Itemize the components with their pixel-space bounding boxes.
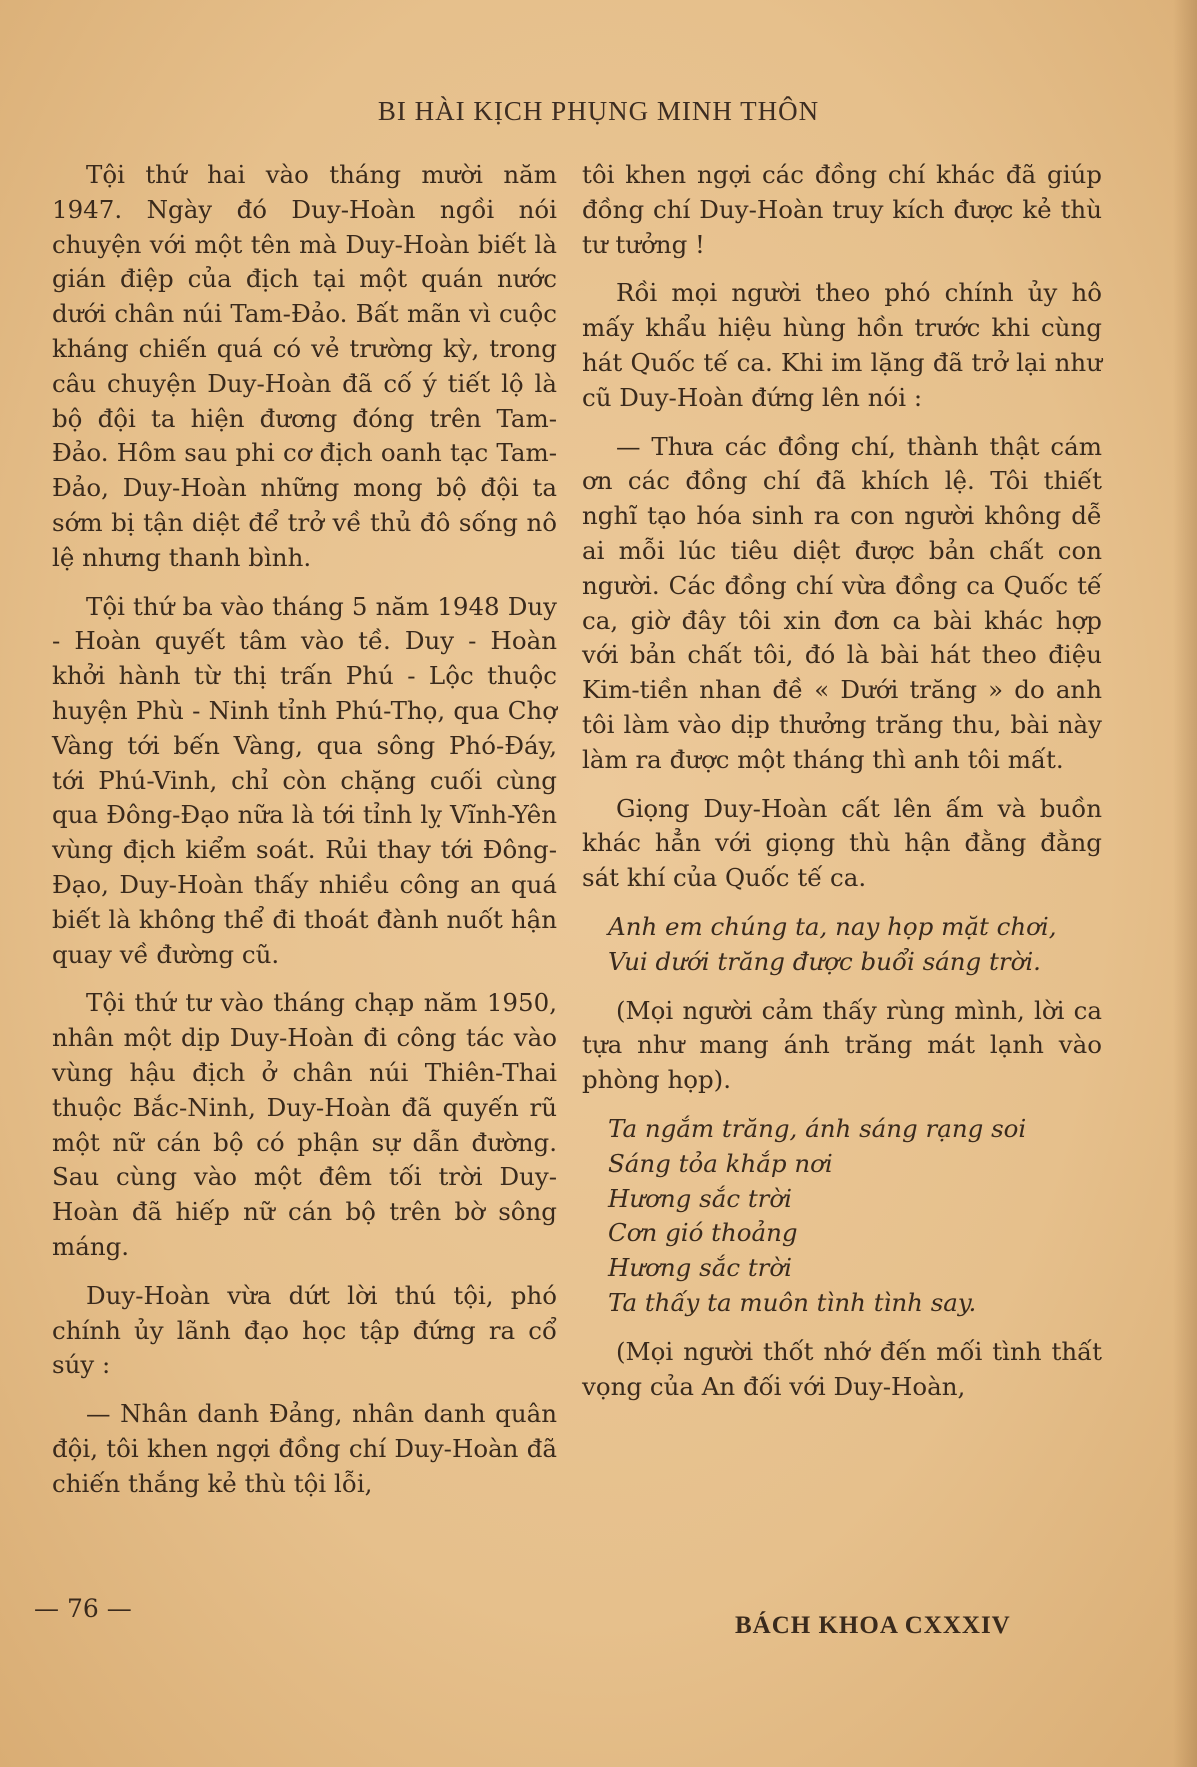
verse-line: Ta ngắm trăng, ánh sáng rạng soi — [608, 1113, 1027, 1143]
verse-line: Hương sắc trời — [608, 1253, 792, 1283]
song-verse-1 — [582, 910, 1102, 980]
paragraph: (Mọi người thốt nhớ đến mối tình thất vọng của An đối với Duy-Hoàn, — [582, 1336, 1102, 1401]
verse-line: Hương sắc trời — [608, 1183, 792, 1213]
page-edge-shadow — [1173, 0, 1197, 1767]
running-header: BI HÀI KỊCH PHỤNG MINH THÔN — [377, 96, 820, 126]
verse-line: Sáng tỏa khắp nơi — [608, 1148, 833, 1178]
paragraph: tôi khen ngợi các đồng chí khác đã giúp đồng chí Duy-Hoàn truy kích được kẻ thù tư tưởng ! — [582, 160, 1102, 259]
paragraph: (Mọi người cảm thấy rùng mình, lời ca tựa như mang ánh trăng mát lạnh vào phòng họp). — [582, 995, 1102, 1095]
verse-line: Ta thấy ta muôn tình tình say. — [608, 1287, 977, 1317]
verse-line: Cơn gió thoảng — [608, 1218, 798, 1248]
paragraph: Rồi mọi người theo phó chính ủy hô mấy khẩu hiệu hùng hồn trước khi cùng hát Quốc tế ca. Khi im lặng đã trở lại như cũ Duy-Hoàn đứng lên nói : — [582, 278, 1102, 412]
verse-line: Vui dưới trăng được buổi sáng trời. — [608, 946, 1041, 976]
paragraph: Tội thứ ba vào tháng 5 năm 1948 Duy - Hoàn quyết tâm vào tề. Duy - Hoàn khởi hành từ thị trấn Phú - Lộc thuộc huyện Phù - Ninh tỉnh Phú-Thọ, qua Chợ Vàng tới bến Vàng, qua sông Phó-Đáy, tới Phú-Vinh, chỉ còn chặng cuối cùng qua Đông-Đạo nữa là tới tỉnh lỵ Vĩnh-Yên vùng địch kiểm soát. Rủi thay tới Đông-Đạo, Duy-Hoàn thấy nhiều công an quá biết là không thể đi thoát đành nuốt hận quay về đường cũ. — [52, 591, 557, 969]
paragraph: — Nhân danh Đảng, nhân danh quân đội, tôi khen ngợi đồng chí Duy-Hoàn đã chiến thắng kẻ thù tội lỗi, — [52, 1399, 557, 1498]
verse-line: Anh em chúng ta, nay họp mặt chơi, — [608, 911, 1057, 941]
page-number: — 76 — — [34, 1594, 132, 1623]
publication-name: BÁCH KHOA CXXXIV — [735, 1612, 1011, 1639]
paragraph: Duy-Hoàn vừa dứt lời thú tội, phó chính ủy lãnh đạo học tập đứng ra cổ súy : — [52, 1280, 557, 1380]
paragraph: Giọng Duy-Hoàn cất lên ấm và buồn khác hẳn với giọng thù hận đằng đằng sát khí của Quốc tế ca. — [582, 793, 1102, 893]
paragraph: — Thưa các đồng chí, thành thật cám ơn các đồng chí đã khích lệ. Tôi thiết nghĩ tạo hóa sinh ra con người không dễ ai mỗi lúc tiêu diệt được bản chất con người. Các đồng chí vừa đồng ca Quốc tế ca, giờ đây tôi xin đơn ca bài khác hợp với bản chất tôi, đó là bài hát theo điệu Kim-tiền nhan đề « Dưới trăng » do anh tôi làm vào dịp thưởng trăng thu, bài này làm ra được một tháng thì anh tôi mất. — [582, 431, 1102, 774]
right-column — [582, 158, 1102, 1418]
paragraph: Tội thứ tư vào tháng chạp năm 1950, nhân một dịp Duy-Hoàn đi công tác vào vùng hậu địch ở chân núi Thiên-Thai thuộc Bắc-Ninh, Duy-Hoàn đã quyến rũ một nữ cán bộ có phận sự dẫn đường. Sau cùng vào một đêm tối trời Duy-Hoàn đã hiếp nữ cán bộ trên bờ sông máng. — [52, 988, 557, 1261]
left-column — [52, 158, 557, 1515]
song-verse-2 — [582, 1112, 1102, 1321]
paragraph: Tội thứ hai vào tháng mười năm 1947. Ngày đó Duy-Hoàn ngồi nói chuyện với một tên mà Duy-Hoàn biết là gián điệp của địch tại một quán nước dưới chân núi Tam-Đảo. Bất mãn vì cuộc kháng chiến quá có vẻ trường kỳ, trong câu chuyện Duy-Hoàn đã cố ý tiết lộ là bộ đội ta hiện đương đóng trên Tam-Đảo. Hôm sau phi cơ địch oanh tạc Tam-Đảo, Duy-Hoàn những mong bộ đội ta sớm bị tận diệt để trở về thủ đô sống nô lệ nhưng thanh bình. — [52, 160, 557, 572]
